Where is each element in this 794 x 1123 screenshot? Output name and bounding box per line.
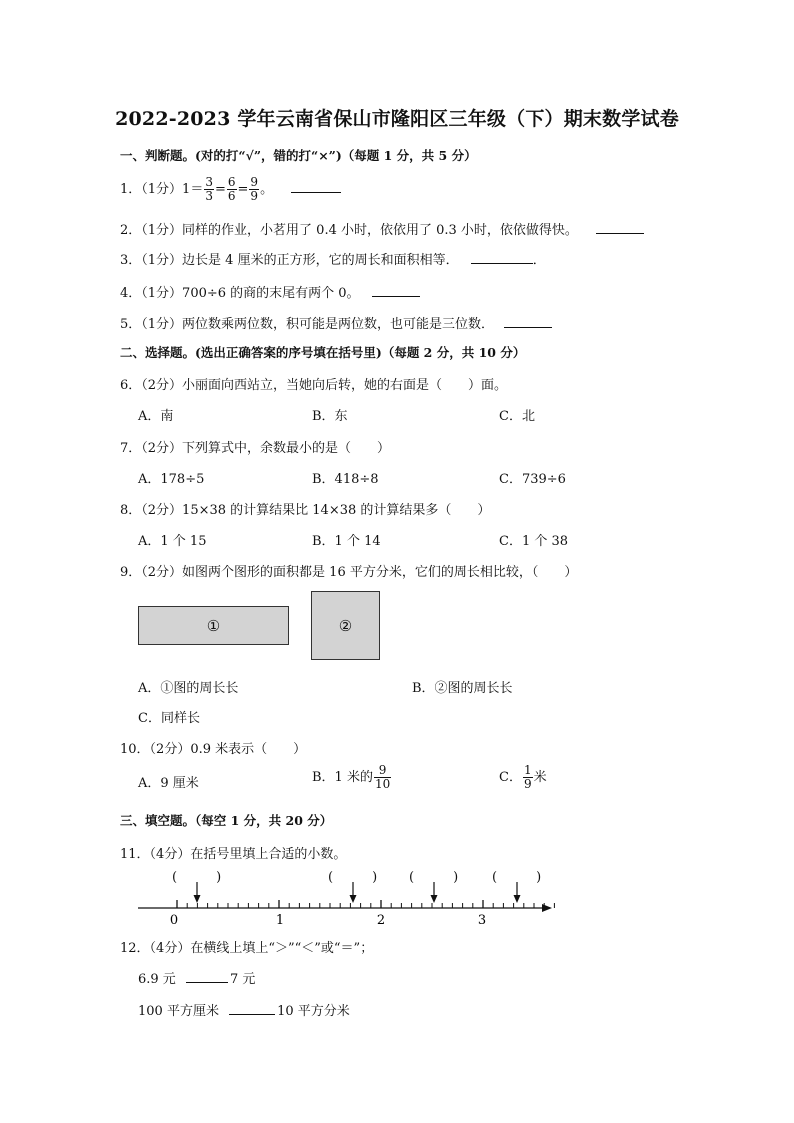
question-5: 5．（1分）两位数乘两位数，积可能是两位数，也可能是三位数． [120,313,552,332]
q8-option-c[interactable]: C．1 个 38 [499,534,569,549]
question-12: 12．（4分）在横线上填上“＞”“＜”或“＝”； [120,941,374,956]
question-1: 1．（1分）1＝ $\frac{3}{3}$ = $\frac{6}{6}$ = $\frac{9}{9}$ 。 [120,176,341,203]
question-9: 9．（2分）如图两个图形的面积都是 16 平方分米，它们的周长相比较，（ ） [120,565,578,580]
q1-prefix: 1．（1分）1＝ [120,182,204,197]
q12-blank-1[interactable] [186,970,228,983]
question-6: 6．（2分）小丽面向西站立，当她向后转，她的右面是（ ）面。 [120,378,508,393]
square-figure-2: ② [311,591,380,660]
number-line [130,878,570,928]
rectangle-figure-1: ① [138,606,289,645]
q9-option-c[interactable]: C．同样长 [138,711,200,726]
q11-pointer-arrows [194,882,521,903]
number-line-label-0: 0 [169,913,179,928]
number-line-label-3: 3 [477,913,487,928]
q8-option-a[interactable]: A．1 个 15 [138,534,207,549]
q11-bracket-1[interactable]: ( ) [172,870,222,885]
q1-fraction-3: $\frac{9}{9}$ [250,175,259,203]
q2-answer-blank[interactable] [596,221,644,234]
q3-answer-blank[interactable] [471,251,533,264]
q10-option-a[interactable]: A．9 厘米 [138,776,199,791]
q10-option-c[interactable]: C． $\frac{1}{9}$ 米 [499,763,547,791]
q10-b-fraction: $\frac{9}{10}$ [374,763,391,791]
q1-fraction-2: $\frac{6}{6}$ [227,175,236,203]
q1-fraction-1: $\frac{3}{3}$ [205,175,213,203]
number-line-ticks [177,900,554,908]
section-2-heading: 二、选择题。(选出正确答案的序号填在括号里)（每题 2 分，共 10 分） [120,345,526,360]
q6-option-c[interactable]: C．北 [499,409,535,424]
question-11: 11．（4分）在括号里填上合适的小数。 [120,847,347,862]
q7-option-c[interactable]: C．739÷6 [499,472,566,487]
q8-option-b[interactable]: B．1 个 14 [312,534,381,549]
q10-option-b[interactable]: B．1 米的 $\frac{9}{10}$ [312,763,391,791]
q9-option-a[interactable]: A．①图的周长长 [138,681,239,696]
section-3-heading: 三、填空题。（每空 1 分，共 20 分） [120,813,333,828]
q7-option-b[interactable]: B．418÷8 [312,472,379,487]
section-1-heading: 一、判断题。(对的打“√”，错的打“×”)（每题 1 分，共 5 分） [120,148,477,163]
q10-c-fraction: $\frac{1}{9}$ [523,763,532,791]
q12-blank-2[interactable] [229,1002,275,1015]
question-10: 10．（2分）0.9 米表示（ ） [120,742,307,757]
page-title: 2022-2023 学年云南省保山市隆阳区三年级（下）期末数学试卷 [115,108,679,130]
number-line-label-1: 1 [275,913,285,928]
q6-option-a[interactable]: A．南 [138,409,174,424]
question-3: 3．（1分）边长是 4 厘米的正方形，它的周长和面积相等． ． [120,253,546,268]
q11-bracket-2[interactable]: ( ) [328,870,378,885]
q12-line-2: 100 平方厘米 10 平方分米 [138,1004,350,1019]
question-7: 7．（2分）下列算式中，余数最小的是（ ） [120,441,391,456]
number-line-label-2: 2 [376,913,386,928]
q6-option-b[interactable]: B．东 [312,409,348,424]
question-2: 2．（1分）同样的作业，小茗用了 0.4 小时，依依用了 0.3 小时，依依做得快。 [120,219,644,238]
q12-line-1: 6.9 元 7 元 [138,972,256,987]
question-4: 4．（1分）700÷6 的商的末尾有两个 0。 [120,282,420,301]
question-8: 8．（2分）15×38 的计算结果比 14×38 的计算结果多（ ） [120,503,491,518]
number-line-arrowhead [542,904,552,912]
q11-bracket-4[interactable]: ( ) [492,870,542,885]
q1-answer-blank[interactable] [291,180,341,193]
q11-bracket-3[interactable]: ( ) [409,870,459,885]
q5-answer-blank[interactable] [504,315,552,328]
q4-answer-blank[interactable] [372,284,420,297]
q9-option-b[interactable]: B．②图的周长长 [412,681,513,696]
q7-option-a[interactable]: A．178÷5 [138,472,205,487]
